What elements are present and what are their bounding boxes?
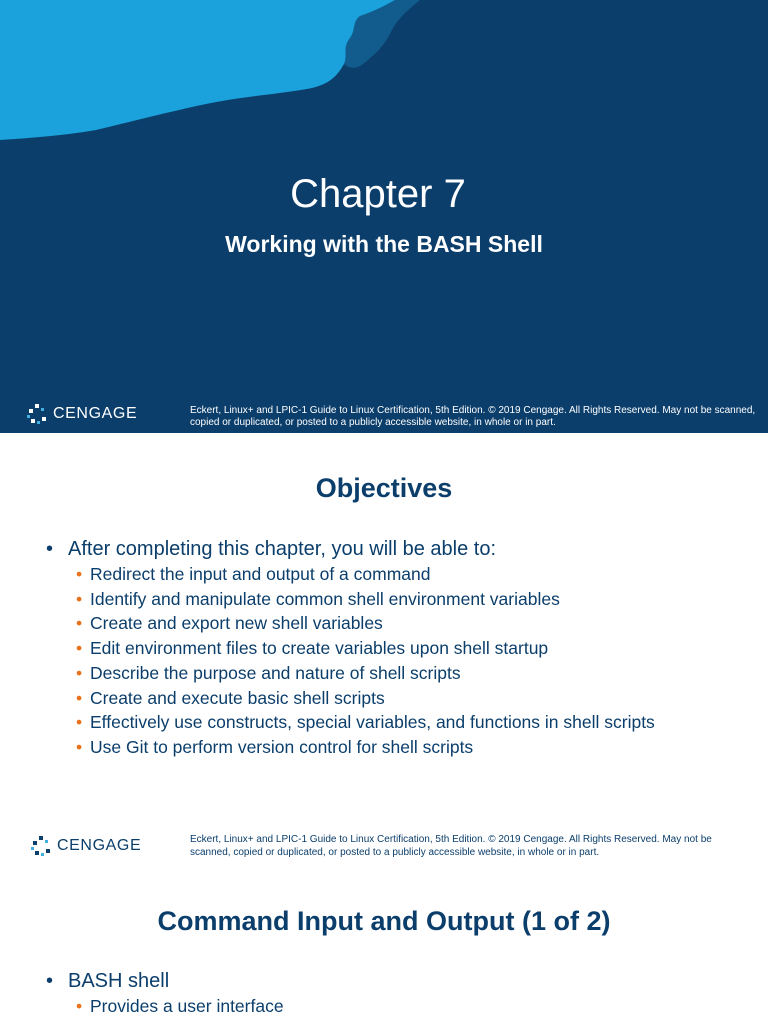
list-item: • Redirect the input and output of a command: [76, 562, 655, 587]
orange-bullet-icon: •: [76, 996, 83, 1016]
slide-title: Objectives: [315, 473, 453, 503]
orange-bullet-icon: •: [76, 588, 83, 609]
cengage-logo-text: CENGAGE: [57, 837, 142, 854]
orange-bullet-icon: •: [76, 736, 83, 757]
orange-bullet-icon: •: [76, 638, 83, 659]
orange-bullet-icon: •: [76, 712, 83, 733]
list-item: • Edit environment files to create variables upon shell startup: [76, 636, 655, 661]
bullet-dot-icon: •: [46, 970, 54, 992]
cengage-logo-icon: [26, 403, 48, 425]
list-item: • Provides a user interface: [76, 994, 284, 1019]
sub-bullet-list: [76, 994, 284, 1019]
bullet-text: After completing this chapter, you will be able to:: [68, 538, 497, 560]
list-item: • Use Git to perform version control for shell scripts: [76, 735, 655, 760]
list-item: • Create and execute basic shell scripts: [76, 686, 655, 711]
cengage-logo: [26, 403, 137, 425]
objectives-list: [76, 562, 655, 760]
copyright-footer: Eckert, Linux+ and LPIC-1 Guide to Linux Certification, 5th Edition. © 2019 Cengage. All Rights Reserved. May not be scanned, copied or duplicated, or posted to a publicly accessible website, in whole or in part.: [190, 834, 712, 858]
title-slide: [0, 0, 768, 433]
bullet-dot-icon: •: [46, 538, 54, 560]
slide-title: Command Input and Output (1 of 2): [157, 906, 611, 936]
objectives-slide: [0, 433, 768, 867]
bullet-text: BASH shell: [68, 970, 170, 992]
orange-bullet-icon: •: [76, 662, 83, 683]
slide-subtitle: Working with the BASH Shell: [225, 231, 543, 257]
list-item: • Identify and manipulate common shell environment variables: [76, 587, 655, 612]
bullet-level-1: [46, 968, 169, 994]
orange-bullet-icon: •: [76, 564, 83, 584]
cengage-logo: [30, 835, 141, 857]
list-item: • Describe the purpose and nature of shell scripts: [76, 661, 655, 686]
list-item: • Create and export new shell variables: [76, 611, 655, 636]
list-item: • Effectively use constructs, special variables, and functions in shell scripts: [76, 710, 655, 735]
cengage-logo-text: CENGAGE: [53, 405, 138, 422]
orange-bullet-icon: •: [76, 687, 83, 708]
slide-title: Chapter 7: [290, 172, 466, 216]
cengage-logo-icon: [30, 835, 52, 857]
orange-bullet-icon: •: [76, 613, 83, 634]
command-io-slide: [0, 867, 768, 1024]
bullet-level-1: [46, 536, 496, 562]
copyright-footer: Eckert, Linux+ and LPIC-1 Guide to Linux Certification, 5th Edition. © 2019 Cengage. All Rights Reserved. May not be scanned, copied or duplicated, or posted to a publicly accessible website, in whole or in part.: [190, 405, 756, 428]
